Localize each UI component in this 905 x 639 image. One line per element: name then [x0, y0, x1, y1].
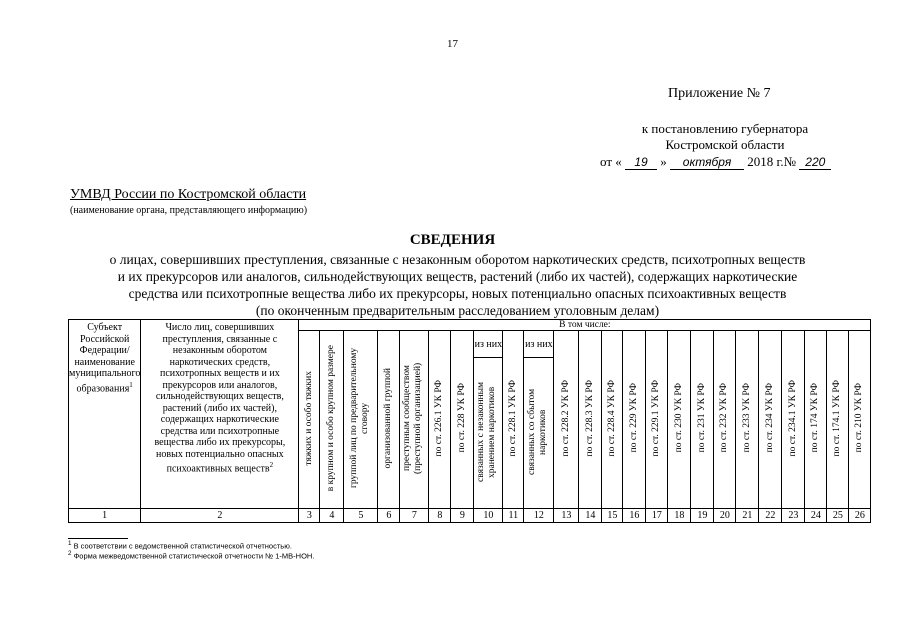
description-line: и их прекурсоров или аналогов, сильнодействующих веществ, растений (либо их частей), содержащих наркотические	[117, 269, 798, 284]
header-organized-group: организованной группой	[378, 331, 400, 509]
column-number: 20	[714, 509, 736, 523]
header-art-230: по ст. 230 УК РФ	[668, 331, 691, 509]
header-art-174-1: по ст. 174.1 УК РФ	[827, 331, 849, 509]
header-grave: тяжких и особо тяжких	[299, 331, 320, 509]
column-number: 13	[554, 509, 579, 523]
footnote-divider	[68, 538, 128, 539]
header-art-231: по ст. 231 УК РФ	[691, 331, 714, 509]
header-of-them-1: из них	[474, 331, 503, 358]
column-number: 12	[524, 509, 554, 523]
document-description	[60, 251, 855, 319]
column-number: 23	[782, 509, 805, 523]
resolution-number: 220	[799, 155, 831, 170]
page-number: 17	[447, 38, 458, 50]
column-number: 8	[429, 509, 451, 523]
header-large-size: в крупном и особо крупном размере	[320, 331, 344, 509]
header-art-226-1: по ст. 226.1 УК РФ	[429, 331, 451, 509]
header-subject: Субъект Российской Федерации/ наименование муниципального образования$^1$	[69, 320, 141, 509]
header-storage: связанных с незаконным хранением наркотиков	[474, 358, 503, 509]
header-art-234-1: по ст. 234.1 УК РФ	[782, 331, 805, 509]
statistics-table	[68, 319, 871, 523]
footnote-2: $^2$ Форма межведомственной статистической отчетности № 1-МВ-НОН.	[68, 550, 315, 561]
column-number: 17	[646, 509, 668, 523]
date-prefix: от «	[600, 154, 622, 169]
header-art-233: по ст. 233 УК РФ	[736, 331, 759, 509]
column-number: 22	[759, 509, 782, 523]
header-art-234: по ст. 234 УК РФ	[759, 331, 782, 509]
column-number: 18	[668, 509, 691, 523]
organization-name: УМВД России по Костромской области	[70, 187, 307, 202]
header-art-228: по ст. 228 УК РФ	[451, 331, 474, 509]
column-number: 25	[827, 509, 849, 523]
column-number: 10	[474, 509, 503, 523]
column-number: 21	[736, 509, 759, 523]
column-number: 6	[378, 509, 400, 523]
date-day: 19	[625, 155, 657, 170]
column-number: 26	[849, 509, 871, 523]
column-number: 3	[299, 509, 320, 523]
header-art-228-1: по ст. 228.1 УК РФ	[503, 331, 524, 509]
header-art-229-1: по ст. 229.1 УК РФ	[646, 331, 668, 509]
date-mid: »	[660, 154, 667, 169]
header-art-228-3: по ст. 228.3 УК РФ	[579, 331, 602, 509]
date-year: 2018 г.№	[747, 154, 797, 169]
column-numbers-row	[69, 509, 871, 523]
description-line: (по оконченным предварительным расследованием уголовным делам)	[255, 303, 660, 318]
resolution-date-line	[600, 154, 831, 170]
column-number: 4	[320, 509, 344, 523]
column-number: 2	[141, 509, 299, 523]
description-line: средства или психотропные вещества либо их прекурсоры, новых потенциально опасных психоактивных веществ	[128, 286, 787, 301]
resolution-line-1: к постановлению губернатора	[641, 121, 809, 136]
description-line: о лицах, совершивших преступления, связанные с незаконным оборотом наркотических средств, психотропных веществ	[109, 252, 806, 267]
column-number: 24	[805, 509, 827, 523]
header-art-228-4: по ст. 228.4 УК РФ	[602, 331, 623, 509]
header-of-them-2: из них	[524, 331, 554, 358]
header-criminal-community: преступным сообществом (преступной организацией)	[400, 331, 429, 509]
header-sale: связанных со сбытом наркотиков	[524, 358, 554, 509]
header-group-conspiracy: группой лиц по предварительному сговору	[344, 331, 378, 509]
header-art-174: по ст. 174 УК РФ	[805, 331, 827, 509]
header-art-210: по ст. 210 УК РФ	[849, 331, 871, 509]
date-month: октября	[670, 155, 744, 170]
resolution-line-2: Костромской области	[665, 137, 785, 152]
header-art-229: по ст. 229 УК РФ	[623, 331, 646, 509]
column-number: 5	[344, 509, 378, 523]
header-art-228-2: по ст. 228.2 УК РФ	[554, 331, 579, 509]
column-number: 11	[503, 509, 524, 523]
appendix-label: Приложение № 7	[668, 86, 771, 101]
column-number: 15	[602, 509, 623, 523]
header-persons-count: Число лиц, совершивших преступления, связанные с незаконным оборотом наркотических средств, психотропных веществ и их прекурсоров или аналогов, сильнодействующих веществ, растений (либо их частей), содержащих наркотические средства или психотропные вещества либо их прекурсоры, новых потенциально опасных психоактивных веществ$^2$	[141, 320, 299, 509]
footnote-1: $^1$ В соответствии с ведомственной статистической отчетностью.	[68, 540, 292, 551]
column-number: 9	[451, 509, 474, 523]
organization-hint: (наименование органа, представляющего информацию)	[70, 205, 308, 216]
document-title: СВЕДЕНИЯ	[409, 232, 496, 248]
column-number: 16	[623, 509, 646, 523]
column-number: 14	[579, 509, 602, 523]
column-number: 7	[400, 509, 429, 523]
header-including: В том числе:	[299, 320, 871, 331]
column-number: 1	[69, 509, 141, 523]
header-art-232: по ст. 232 УК РФ	[714, 331, 736, 509]
column-number: 19	[691, 509, 714, 523]
